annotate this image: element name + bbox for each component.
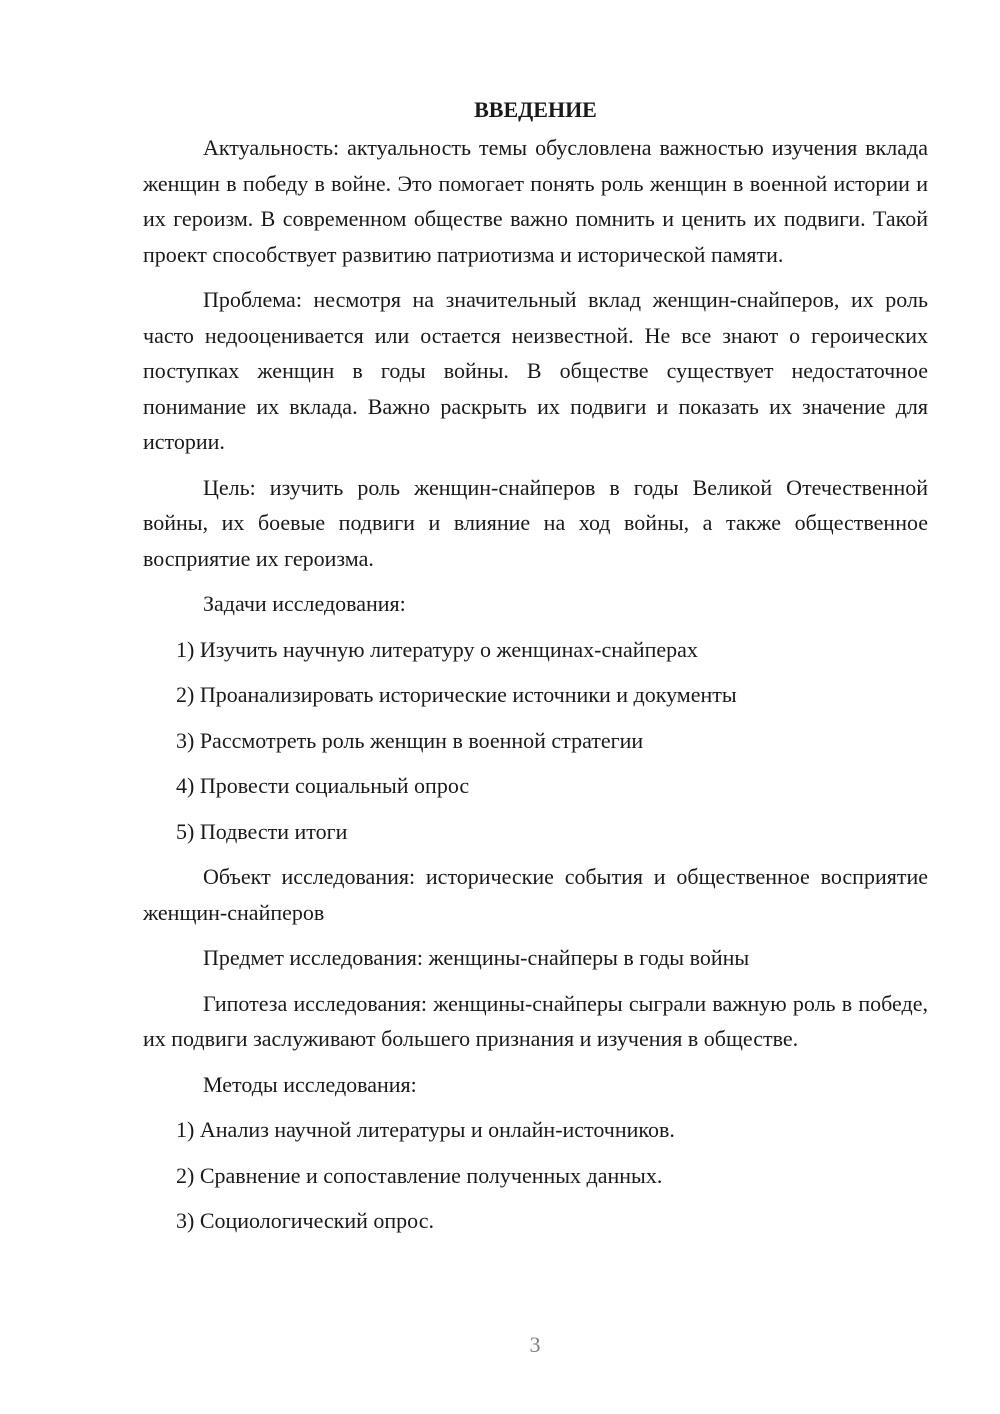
subject-paragraph: Предмет исследования: женщины-снайперы в годы войны xyxy=(203,945,750,970)
methods-heading: Методы исследования: xyxy=(203,1071,417,1097)
task-item: 1) Изучить научную литературу о женщинах-снайперах xyxy=(176,636,698,662)
tasks-heading: Задачи исследования: xyxy=(203,591,406,616)
object-paragraph: Объект исследования: исторические события и общественное восприятие женщин-снайперов xyxy=(143,864,928,925)
task-item: 2) Проанализировать исторические источники и документы xyxy=(176,682,737,707)
tasks-list xyxy=(143,632,928,850)
goal-paragraph: Цель: изучить роль женщин-снайперов в годы Великой Отечественной войны, их боевые подвиги и влияние на ход войны, а также общественное восприятие их героизма. xyxy=(143,474,928,571)
document-page xyxy=(143,92,928,1249)
method-item: 2) Сравнение и сопоставление полученных данных. xyxy=(176,1162,663,1188)
task-item: 3) Рассмотреть роль женщин в военной стратегии xyxy=(176,727,644,753)
method-item: 3) Социологический опрос. xyxy=(176,1208,434,1233)
section-title: ВВЕДЕНИЕ xyxy=(474,97,597,122)
methods-list xyxy=(143,1112,928,1239)
task-item: 4) Провести социальный опрос xyxy=(176,773,470,798)
hypothesis-paragraph: Гипотеза исследования: женщины-снайперы сыграли важную роль в победе, их подвиги заслуживают большего признания и изучения в обществе. xyxy=(143,990,928,1051)
method-item: 1) Анализ научной литературы и онлайн-источников. xyxy=(176,1117,675,1142)
task-item: 5) Подвести итоги xyxy=(176,818,348,844)
page-number: 3 xyxy=(529,1332,541,1357)
problem-paragraph: Проблема: несмотря на значительный вклад женщин-снайперов, их роль часто недооценивается или остается неизвестной. Не все знают о героических поступках женщин в годы войны. В обществе существует недостаточное понимание их вклада. Важно раскрыть их подвиги и показать их значение для истории. xyxy=(143,287,928,454)
relevance-paragraph: Актуальность: актуальность темы обусловлена важностью изучения вклада женщин в победу в войне. Это помогает понять роль женщин в военной истории и их героизм. В современном обществе важно помнить и ценить их подвиги. Такой проект способствует развитию патриотизма и исторической памяти. xyxy=(143,135,928,267)
